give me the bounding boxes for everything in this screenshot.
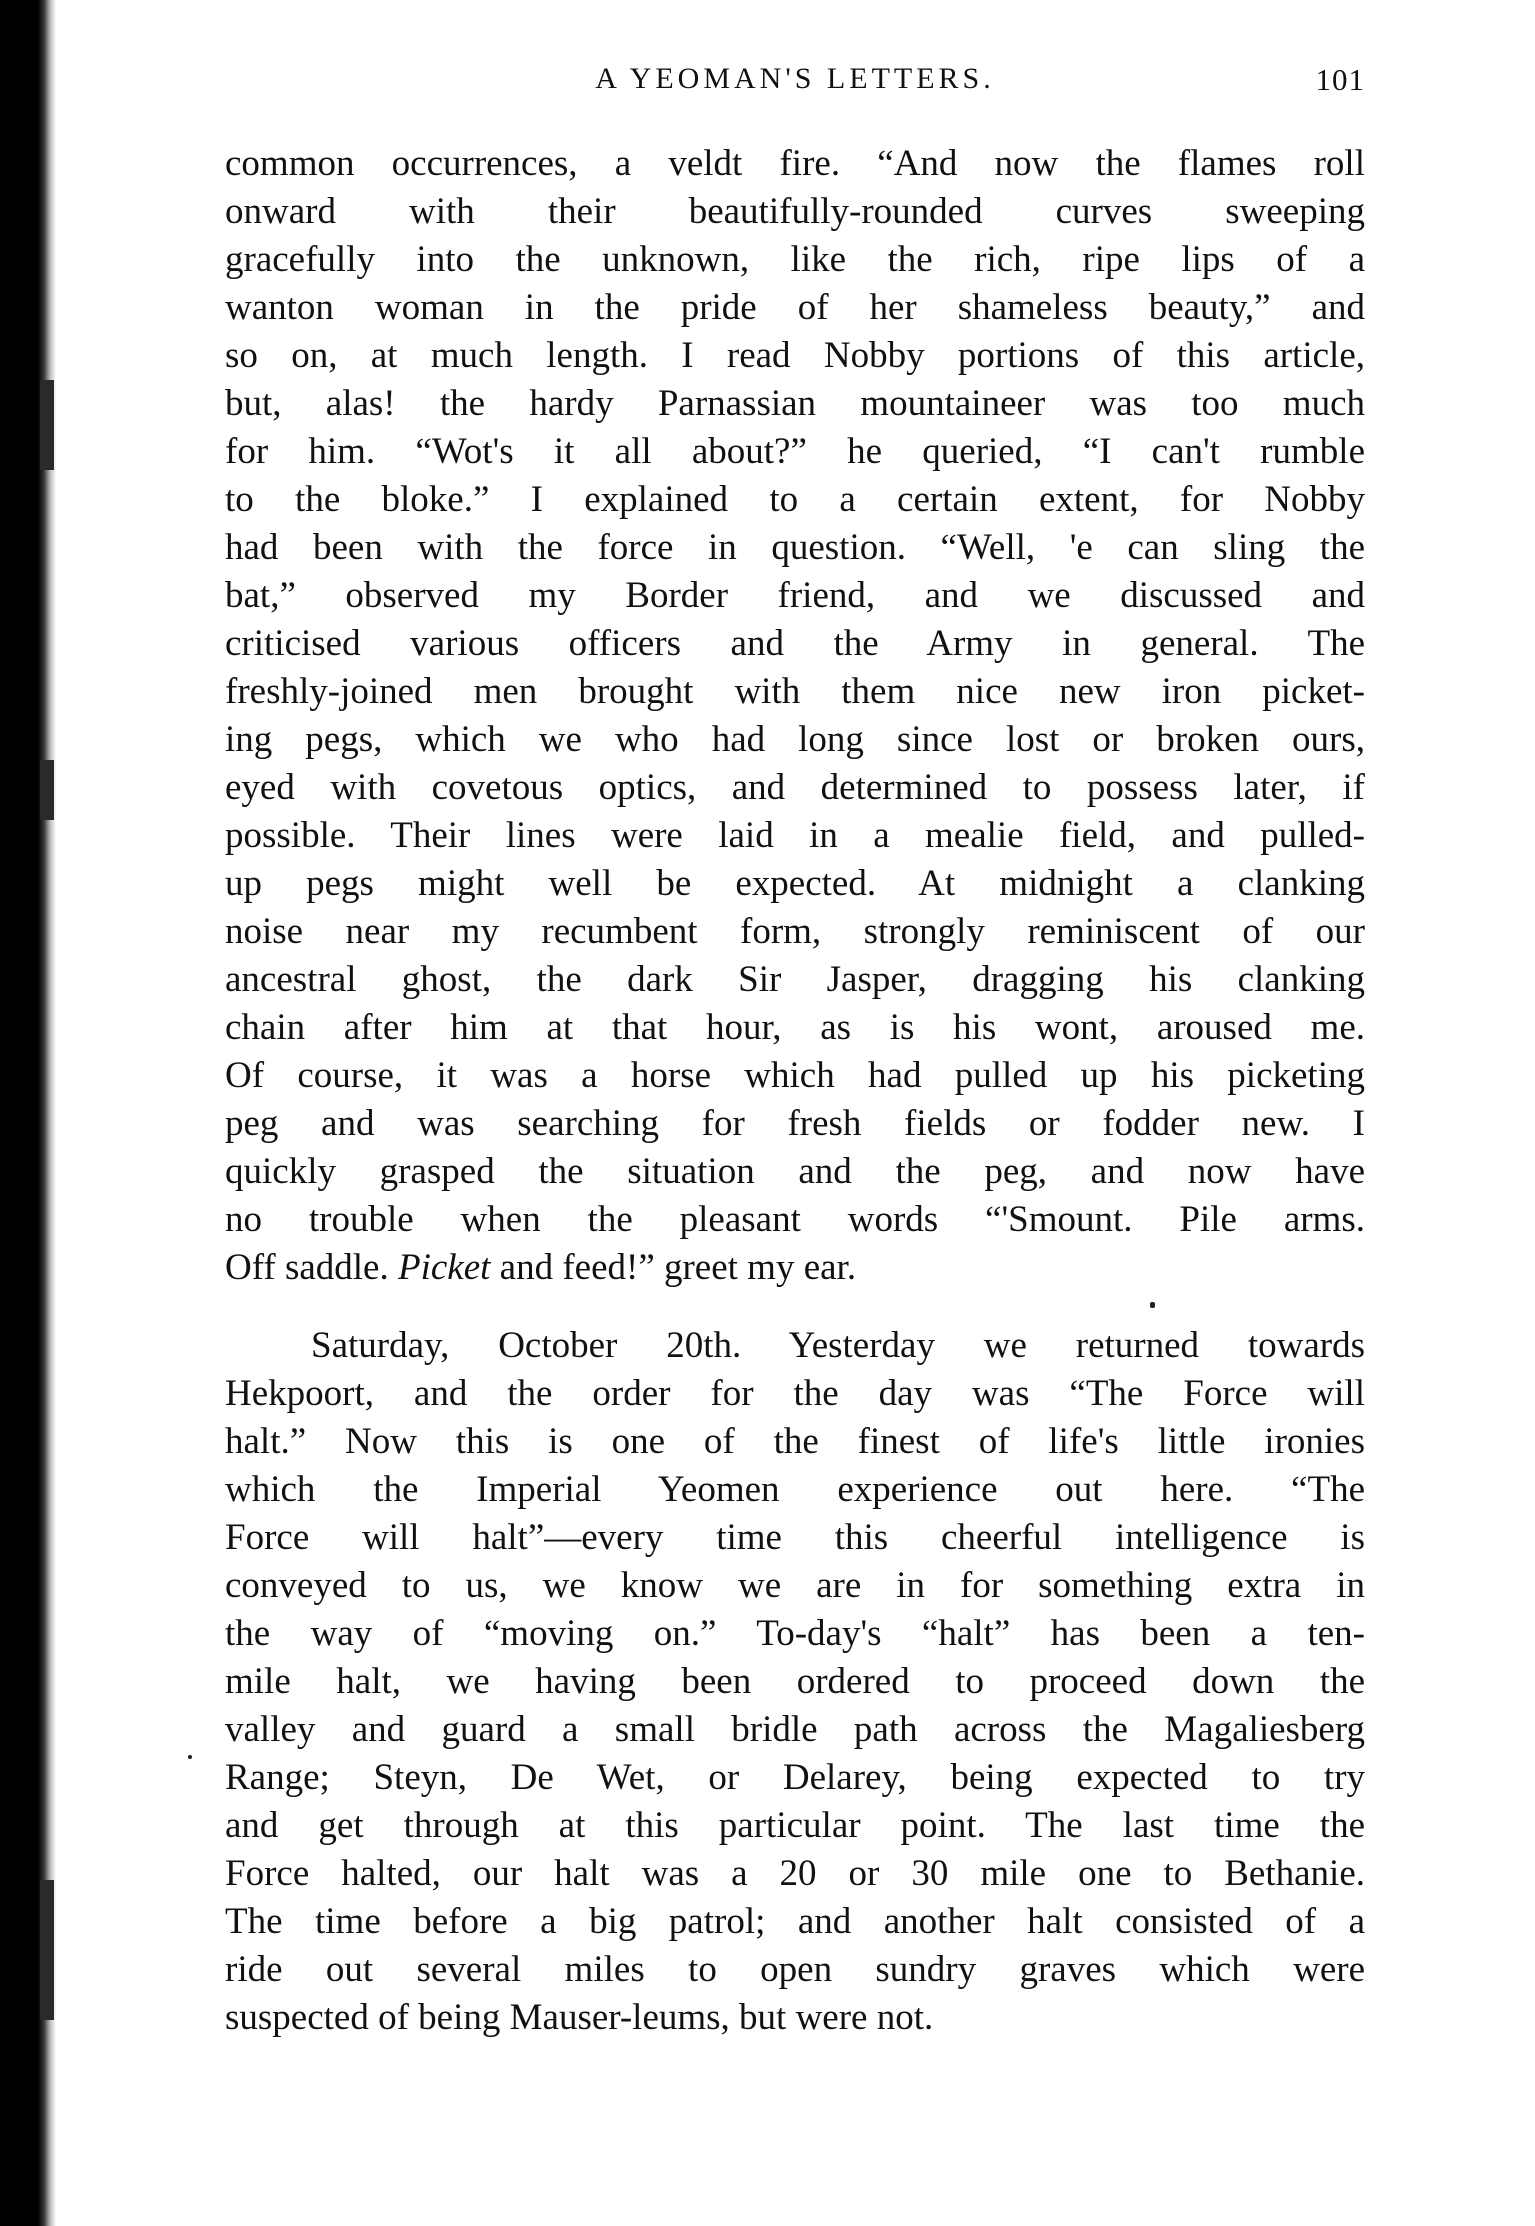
binding-shadow bbox=[40, 1880, 54, 2020]
stray-ink-dot bbox=[188, 1755, 192, 1759]
text-line: Range; Steyn, De Wet, or Delarey, being expected to try bbox=[225, 1757, 1365, 1798]
text-line: Force halted, our halt was a 20 or 30 mile one to Bethanie. bbox=[225, 1853, 1365, 1894]
paragraph-gap bbox=[225, 1292, 1365, 1322]
text-line: mile halt, we having been ordered to proceed down the bbox=[225, 1661, 1365, 1702]
text-line: no trouble when the pleasant words “'Smount. Pile arms. bbox=[225, 1199, 1365, 1240]
text-line: suspected of being Mauser-leums, but were not. bbox=[225, 1997, 934, 2038]
text-line: The time before a big patrol; and another halt consisted of a bbox=[225, 1901, 1365, 1942]
running-head bbox=[225, 62, 1365, 102]
stray-ink-dot bbox=[1150, 1302, 1155, 1308]
text-line: to the bloke.” I explained to a certain extent, for Nobby bbox=[225, 479, 1365, 520]
text-line: chain after him at that hour, as is his wont, aroused me. bbox=[225, 1007, 1365, 1048]
text-line: freshly-joined men brought with them nice new iron picket- bbox=[225, 671, 1365, 712]
page-body bbox=[225, 140, 1365, 2042]
text-line: and get through at this particular point. The last time the bbox=[225, 1805, 1365, 1846]
text-line: Force will halt”—every time this cheerful intelligence is bbox=[225, 1517, 1365, 1558]
text-line: peg and was searching for fresh fields or fodder new. I bbox=[225, 1103, 1365, 1144]
text-line: criticised various officers and the Army in general. The bbox=[225, 623, 1365, 664]
text-line: Saturday, October 20th. Yesterday we returned towards bbox=[311, 1325, 1365, 1366]
paragraph bbox=[225, 1322, 1365, 2042]
text-line: so on, at much length. I read Nobby portions of this article, bbox=[225, 335, 1365, 376]
text-line: quickly grasped the situation and the peg, and now have bbox=[225, 1151, 1365, 1192]
italic-word: Picket bbox=[397, 1247, 491, 1288]
text-line: bat,” observed my Border friend, and we discussed and bbox=[225, 575, 1365, 616]
text-line: the way of “moving on.” To-day's “halt” has been a ten- bbox=[225, 1613, 1365, 1654]
page-number: 101 bbox=[1315, 62, 1365, 97]
text-line: gracefully into the unknown, like the rich, ripe lips of a bbox=[225, 239, 1365, 280]
text-line: Hekpoort, and the order for the day was “The Force will bbox=[225, 1373, 1365, 1414]
text-line: up pegs might well be expected. At midnight a clanking bbox=[225, 863, 1365, 904]
text-line: had been with the force in question. “Well, 'e can sling the bbox=[225, 527, 1365, 568]
text-line: but, alas! the hardy Parnassian mountaineer was too much bbox=[225, 383, 1365, 424]
text-line: wanton woman in the pride of her shameless beauty,” and bbox=[225, 287, 1365, 328]
text-line: onward with their beautifully-rounded curves sweeping bbox=[225, 191, 1365, 232]
text-line: Of course, it was a horse which had pulled up his picketing bbox=[225, 1055, 1365, 1096]
text-line: noise near my recumbent form, strongly reminiscent of our bbox=[225, 911, 1365, 952]
text-line: for him. “Wot's it all about?” he queried, “I can't rumble bbox=[225, 431, 1365, 472]
text-line: ing pegs, which we who had long since lost or broken ours, bbox=[225, 719, 1365, 760]
text-line: ride out several miles to open sundry graves which were bbox=[225, 1949, 1365, 1990]
text-line: Off saddle. Picket and feed!” greet my ear. bbox=[225, 1247, 857, 1288]
text-line: which the Imperial Yeomen experience out here. “The bbox=[225, 1469, 1365, 1510]
text-line: conveyed to us, we know we are in for something extra in bbox=[225, 1565, 1365, 1606]
text-line: possible. Their lines were laid in a mealie field, and pulled- bbox=[225, 815, 1365, 856]
text-line: common occurrences, a veldt fire. “And now the flames roll bbox=[225, 143, 1365, 184]
text-line: ancestral ghost, the dark Sir Jasper, dragging his clanking bbox=[225, 959, 1365, 1000]
paragraph bbox=[225, 140, 1365, 1292]
binding-shadow bbox=[40, 760, 54, 820]
text-line: eyed with covetous optics, and determined to possess later, if bbox=[225, 767, 1365, 808]
running-title: A YEOMAN'S LETTERS. bbox=[595, 62, 995, 95]
text-line: halt.” Now this is one of the finest of life's little ironies bbox=[225, 1421, 1365, 1462]
binding-shadow bbox=[40, 380, 54, 470]
text-line: valley and guard a small bridle path across the Magaliesberg bbox=[225, 1709, 1365, 1750]
